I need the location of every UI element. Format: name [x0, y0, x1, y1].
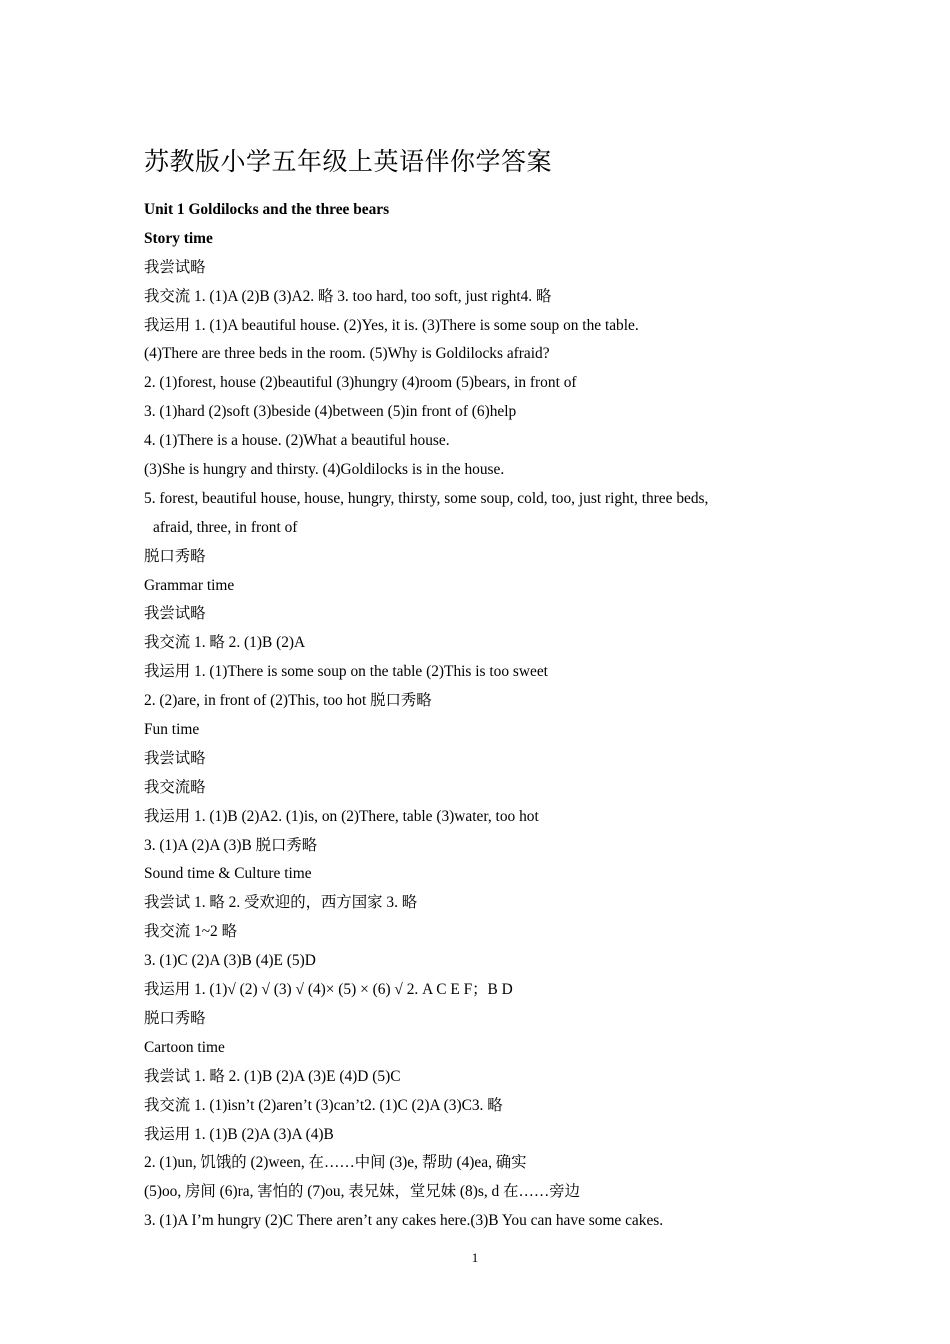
text-line: 脱口秀略	[144, 1009, 206, 1027]
text-line: 3. (1)hard (2)soft (3)beside (4)between (5)in front of (6)help	[144, 403, 517, 421]
page-number: 1	[471, 1250, 479, 1265]
text-line: 4. (1)There is a house. (2)What a beautiful house.	[144, 432, 450, 450]
text-line: (5)oo, 房间 (6)ra, 害怕的 (7)ou, 表兄妹，堂兄妹 (8)s, d 在……旁边	[144, 1183, 581, 1201]
text-line: afraid, three, in front of	[153, 518, 298, 536]
text-line: 我尝试略	[144, 258, 206, 276]
text-line: 我交流 1. (1)isn’t (2)aren’t (3)can’t2. (1)C (2)A (3)C3. 略	[144, 1096, 503, 1114]
text-line: (4)There are three beds in the room. (5)Why is Goldilocks afraid?	[144, 345, 550, 363]
text-line: 我尝试 1. 略 2. 受欢迎的，西方国家 3. 略	[144, 894, 418, 912]
document-title: 苏教版小学五年级上英语伴你学答案	[144, 147, 553, 176]
text-line: 2. (1)forest, house (2)beautiful (3)hungry (4)room (5)bears, in front of	[144, 374, 577, 392]
text-line: 3. (1)A (2)A (3)B 脱口秀略	[144, 836, 318, 854]
text-line: 我运用 1. (1)√ (2) √ (3) √ (4)× (5) × (6) √ 2. A C E F；B D	[144, 981, 513, 999]
text-line: Fun time	[144, 721, 200, 739]
text-line: 我交流 1. 略 2. (1)B (2)A	[144, 634, 306, 652]
text-line: 我交流 1~2 略	[144, 923, 237, 941]
text-line: 我运用 1. (1)A beautiful house. (2)Yes, it is. (3)There is some soup on the table.	[144, 316, 639, 334]
text-line: 我运用 1. (1)B (2)A (3)A (4)B	[144, 1125, 334, 1143]
text-line: 我交流 1. (1)A (2)B (3)A2. 略 3. too hard, too soft, just right4. 略	[144, 287, 552, 305]
text-line: Story time	[144, 229, 213, 247]
document-body	[144, 196, 784, 1236]
text-line: 我尝试略	[144, 749, 206, 767]
text-line: 3. (1)A I’m hungry (2)C There aren’t any cakes here.(3)B You can have some cakes.	[144, 1212, 664, 1230]
text-line: Cartoon time	[144, 1038, 225, 1056]
text-line: 我运用 1. (1)B (2)A2. (1)is, on (2)There, table (3)water, too hot	[144, 807, 539, 825]
text-line: Unit 1 Goldilocks and the three bears	[144, 201, 390, 218]
text-line: 5. forest, beautiful house, house, hungry, thirsty, some soup, cold, too, just right, three beds,	[144, 489, 709, 507]
text-line: 我尝试略	[144, 605, 206, 623]
text-line: 2. (1)un, 饥饿的 (2)ween, 在……中间 (3)e, 帮助 (4)ea, 确实	[144, 1154, 527, 1172]
text-line: 3. (1)C (2)A (3)B (4)E (5)D	[144, 952, 316, 970]
text-line: 2. (2)are, in front of (2)This, too hot 脱口秀略	[144, 692, 432, 710]
text-line: 我运用 1. (1)There is some soup on the table (2)This is too sweet	[144, 663, 548, 681]
text-line: (3)She is hungry and thirsty. (4)Goldilocks is in the house.	[144, 461, 505, 479]
text-line: Sound time & Culture time	[144, 865, 312, 883]
text-line: 我尝试 1. 略 2. (1)B (2)A (3)E (4)D (5)C	[144, 1067, 401, 1085]
text-line: 脱口秀略	[144, 547, 206, 565]
text-line: Grammar time	[144, 576, 235, 594]
text-line: 我交流略	[144, 778, 206, 796]
